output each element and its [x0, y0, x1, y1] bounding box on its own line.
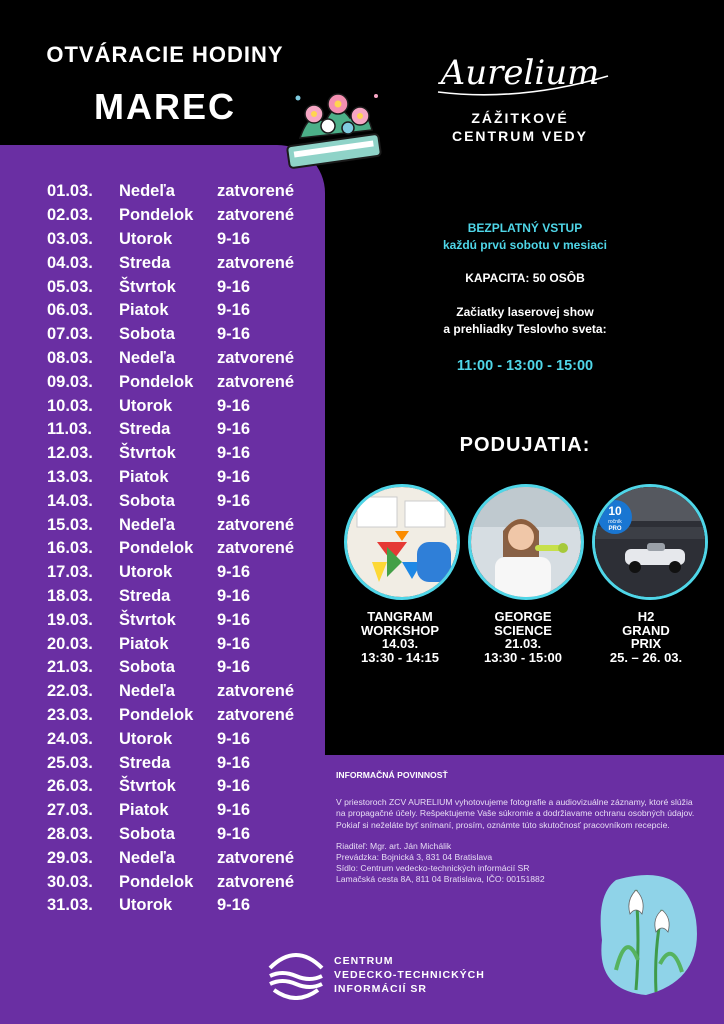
cvti-line-1: CENTRUM [334, 955, 394, 967]
schedule-day: Piatok [119, 301, 169, 320]
schedule-date: 07.03. [47, 325, 93, 344]
schedule-row [47, 775, 327, 799]
schedule-hours: zatvorené [217, 848, 295, 867]
schedule-hours: zatvorené [217, 206, 295, 225]
show-times: 11:00 - 13:00 - 15:00 [456, 358, 594, 374]
schedule-date: 05.03. [47, 277, 93, 296]
schedule-date: 30.03. [47, 872, 93, 891]
schedule-hours: 9-16 [217, 586, 251, 605]
cvti-wave-icon [266, 948, 326, 1000]
schedule-hours: 9-16 [217, 777, 251, 796]
logo-subtitle-2: CENTRUM VEDY [451, 128, 588, 144]
schedule-date: 25.03. [47, 753, 93, 772]
schedule-row [47, 418, 327, 442]
schedule-hours: zatvorené [217, 348, 295, 367]
schedule-hours: zatvorené [217, 872, 295, 891]
schedule-day: Piatok [119, 634, 169, 653]
schedule-day: Pondelok [119, 705, 194, 724]
schedule-hours: 9-16 [217, 229, 251, 248]
event-title: TANGRAM [367, 609, 433, 624]
schedule-day: Pondelok [119, 539, 194, 558]
event-date: 14.03. [381, 636, 419, 651]
capacity-note: KAPACITA: 50 OSÔB [465, 271, 585, 285]
schedule-date: 24.03. [47, 729, 93, 748]
event-title-2: SCIENCE [494, 622, 552, 638]
schedule-row [47, 894, 327, 918]
schedule-hours: 9-16 [217, 729, 251, 748]
schedule-hours: 9-16 [217, 753, 251, 772]
schedule-row [47, 608, 327, 632]
free-entry-detail: každú prvú sobotu v mesiaci [442, 238, 608, 252]
schedule-date: 20.03. [47, 634, 93, 653]
schedule-date: 10.03. [47, 396, 93, 415]
schedule-row [47, 442, 327, 466]
free-entry-title: BEZPLATNÝ VSTUP [467, 221, 583, 235]
event-date: 21.03. [504, 636, 542, 651]
schedule-row [47, 394, 327, 418]
event-title-3: PRIX [630, 636, 662, 651]
schedule-row [47, 846, 327, 870]
schedule-day: Štvrtok [119, 777, 176, 796]
schedule-row [47, 656, 327, 680]
schedule-date: 01.03. [47, 182, 93, 201]
notice-director: Riaditeľ: Mgr. art. Ján Michálik [336, 840, 452, 851]
flower-book-decoration [280, 68, 390, 178]
schedule-date: 02.03. [47, 206, 93, 225]
schedule-day: Streda [119, 586, 171, 605]
schedule-date: 17.03. [47, 563, 93, 582]
event-time: 13:30 - 14:15 [360, 649, 440, 665]
schedule-date: 23.03. [47, 705, 93, 724]
h2-grand-prix-photo [592, 484, 708, 600]
show-note-line-2: a prehliadky Teslovho sveta: [443, 322, 607, 336]
schedule-day: Piatok [119, 801, 169, 820]
free-entry-note [360, 220, 690, 254]
schedule-hours: 9-16 [217, 420, 251, 439]
schedule-day: Utorok [119, 396, 173, 415]
schedule-date: 22.03. [47, 682, 93, 701]
schedule-date: 13.03. [47, 467, 93, 486]
badge-pro-text: PRO [608, 526, 622, 532]
schedule-day: Sobota [119, 491, 175, 510]
schedule-day: Streda [119, 253, 171, 272]
schedule-row [47, 299, 327, 323]
schedule-hours: zatvorené [217, 182, 295, 201]
badge-number: 10 [608, 504, 622, 518]
schedule-row [47, 561, 327, 585]
schedule-hours: zatvorené [217, 253, 295, 272]
schedule-date: 14.03. [47, 491, 93, 510]
schedule-day: Utorok [119, 229, 173, 248]
schedule-hours: 9-16 [217, 563, 251, 582]
schedule-date: 06.03. [47, 301, 93, 320]
tangram-workshop-photo [344, 484, 460, 600]
schedule-hours: 9-16 [217, 444, 251, 463]
george-science-photo [468, 484, 584, 600]
schedule-day: Streda [119, 753, 171, 772]
schedule-row [47, 585, 327, 609]
schedule-day: Štvrtok [119, 610, 176, 629]
schedule-row [47, 228, 327, 252]
schedule-hours: 9-16 [217, 658, 251, 677]
schedule-date: 18.03. [47, 586, 93, 605]
schedule-day: Pondelok [119, 372, 194, 391]
events-heading: PODUJATIA: [459, 434, 591, 456]
schedule-date: 11.03. [47, 420, 92, 439]
notice-paragraph: V priestoroch ZCV AURELIUM vyhotovujeme fotografie a audiovizuálne záznamy, ktoré slúžia na propagačné účely. Rešpektujeme Vaše súkromie a dodržiavame ochranu osobných údajov. Pokiaľ si neželáte byť snímaní, prosím, oznámte túto skutočnosť pracovníkom recepcie. [336, 797, 695, 830]
schedule-day: Utorok [119, 563, 173, 582]
schedule-day: Nedeľa [119, 682, 175, 701]
schedule-hours: zatvorené [217, 682, 295, 701]
schedule-row [47, 347, 327, 371]
schedule-hours: 9-16 [217, 801, 251, 820]
schedule-row [47, 727, 327, 751]
schedule-row [47, 180, 327, 204]
schedule-row [47, 489, 327, 513]
schedule-hours: 9-16 [217, 467, 251, 486]
logo-subtitle-1: ZÁŽITKOVÉ [471, 110, 569, 126]
schedule-hours: 9-16 [217, 824, 251, 843]
schedule-date: 08.03. [47, 348, 93, 367]
schedule-day: Utorok [119, 896, 173, 915]
schedule-date: 15.03. [47, 515, 93, 534]
schedule-hours: 9-16 [217, 277, 251, 296]
snowdrop-decoration [596, 860, 706, 1000]
schedule-row [47, 204, 327, 228]
schedule-date: 29.03. [47, 848, 93, 867]
event-date: 25. – 26. 03. [609, 649, 683, 665]
schedule-row [47, 466, 327, 490]
schedule-hours: 9-16 [217, 634, 251, 653]
schedule-day: Pondelok [119, 872, 194, 891]
notice-operation: Prevádzka: Bojnická 3, 831 04 Bratislava [336, 852, 493, 863]
event-time: 13:30 - 15:00 [483, 649, 563, 665]
schedule-hours: zatvorené [217, 372, 295, 391]
schedule-date: 21.03. [47, 658, 93, 677]
notice-title: INFORMAČNÁ POVINNOSŤ [336, 770, 448, 780]
schedule-hours: zatvorené [217, 539, 295, 558]
schedule-day: Sobota [119, 824, 175, 843]
notice-address: Lamačská cesta 8A, 811 04 Bratislava, IČO: 00151882 [336, 874, 545, 885]
schedule-day: Pondelok [119, 206, 194, 225]
schedule-day: Nedeľa [119, 848, 175, 867]
badge-small-text: ročník [608, 519, 622, 525]
schedule-date: 04.03. [47, 253, 93, 272]
schedule-date: 28.03. [47, 824, 93, 843]
schedule-date: 12.03. [47, 444, 93, 463]
schedule-day: Nedeľa [119, 348, 175, 367]
schedule-row [47, 251, 327, 275]
schedule-row [47, 704, 327, 728]
schedule-day: Štvrtok [119, 277, 176, 296]
schedule-row [47, 275, 327, 299]
aurelium-logo [420, 40, 620, 150]
schedule-row [47, 323, 327, 347]
schedule-row [47, 513, 327, 537]
schedule-hours: 9-16 [217, 301, 251, 320]
schedule-date: 09.03. [47, 372, 93, 391]
event-title-2: GRAND [622, 622, 670, 638]
event-caption-h2 [586, 610, 706, 664]
schedule-row [47, 870, 327, 894]
schedule-date: 19.03. [47, 610, 93, 629]
schedule-day: Nedeľa [119, 515, 175, 534]
aurelium-script-text: Aurelium [440, 53, 600, 93]
schedule-row [47, 823, 327, 847]
opening-hours-list [47, 180, 327, 918]
schedule-day: Štvrtok [119, 444, 176, 463]
show-note-line-1: Začiatky laserovej show [456, 305, 594, 319]
schedule-row [47, 370, 327, 394]
schedule-date: 03.03. [47, 229, 93, 248]
cvti-logo [266, 948, 506, 1004]
schedule-hours: 9-16 [217, 325, 251, 344]
schedule-row [47, 799, 327, 823]
event-title: GEORGE [494, 609, 552, 624]
schedule-hours: zatvorené [217, 515, 295, 534]
show-note [360, 304, 690, 338]
event-title-2: WORKSHOP [361, 622, 439, 638]
title-month: MAREC [94, 86, 236, 127]
schedule-date: 16.03. [47, 539, 93, 558]
schedule-row [47, 537, 327, 561]
schedule-hours: 9-16 [217, 896, 251, 915]
schedule-day: Piatok [119, 467, 169, 486]
event-caption-tangram [340, 610, 460, 664]
schedule-hours: 9-16 [217, 610, 251, 629]
schedule-hours: 9-16 [217, 491, 251, 510]
schedule-hours: 9-16 [217, 396, 251, 415]
schedule-day: Nedeľa [119, 182, 175, 201]
schedule-row [47, 632, 327, 656]
schedule-row [47, 680, 327, 704]
schedule-day: Sobota [119, 658, 175, 677]
event-title: H2 [637, 609, 655, 624]
aurelium-script-logo [420, 40, 620, 104]
cvti-name [334, 954, 485, 996]
schedule-date: 31.03. [47, 896, 93, 915]
event-caption-george [463, 610, 583, 664]
title-line-1: OTVÁRACIE HODINY [46, 42, 284, 67]
schedule-day: Utorok [119, 729, 173, 748]
notice-seat: Sídlo: Centrum vedecko-technických informácií SR [336, 863, 530, 874]
schedule-date: 27.03. [47, 801, 93, 820]
schedule-day: Sobota [119, 325, 175, 344]
schedule-hours: zatvorené [217, 705, 295, 724]
schedule-day: Streda [119, 420, 171, 439]
cvti-line-3: INFORMÁCIÍ SR [334, 983, 427, 995]
cvti-line-2: VEDECKO-TECHNICKÝCH [334, 969, 485, 981]
schedule-row [47, 751, 327, 775]
schedule-date: 26.03. [47, 777, 93, 796]
